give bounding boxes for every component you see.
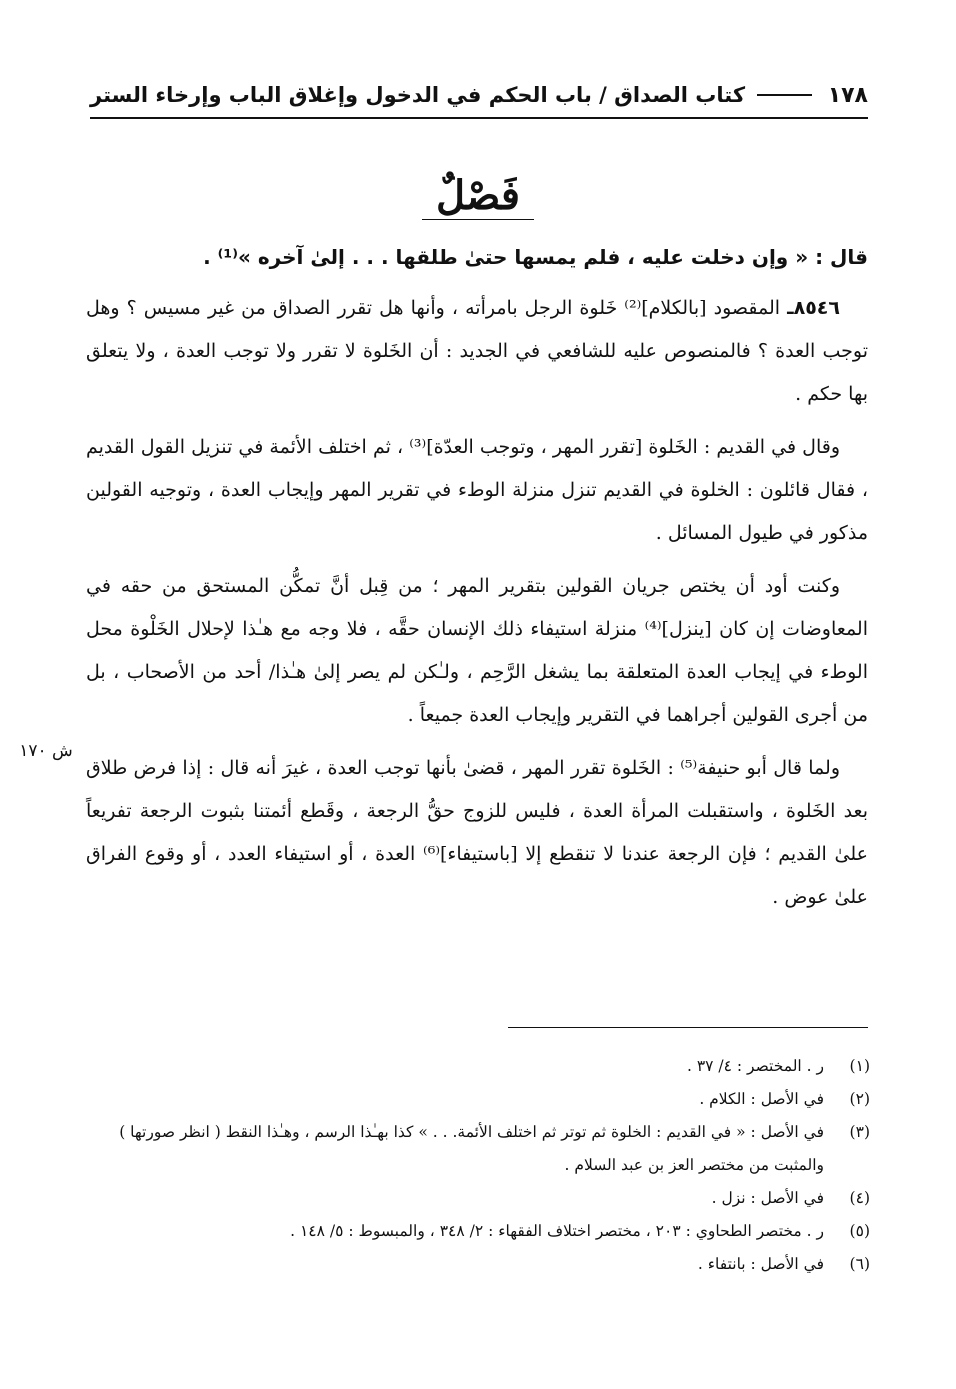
footnote-text: في الأصل : بانتفاء . <box>697 1255 824 1273</box>
footnote <box>90 1083 870 1116</box>
paragraph <box>86 287 868 416</box>
footnote-number: (٢) <box>849 1090 870 1108</box>
footnote <box>90 1215 870 1248</box>
footnote <box>90 1116 870 1182</box>
section-heading <box>0 172 956 220</box>
footnote-separator <box>508 1027 868 1028</box>
paragraph <box>86 565 868 737</box>
header-dash <box>757 94 812 96</box>
footnote-text: ر . المختصر : ٤/ ٣٧ . <box>686 1057 824 1075</box>
header-rule <box>90 117 868 119</box>
footnotes <box>90 1050 870 1281</box>
paragraph-text: وكنت أود أن يختص جريان القولين بتقرير المهر ؛ من قِبل أنَّ تمكُّن المستحق من حقه في المعاوضات إن كان [ينزل]⁽⁴⁾ منزلة استيفاء ذلك الإنسان حقَّه ، فلا وجه مع هـٰذا لإحلال الخَلْوة محل الوطء في إيجاب العدة المتعلقة بما يشغل الرَّحِم ، ولـٰكن لم يصر إلىٰ هـٰذا/ أحد من الأصحاب ، بل من أجرى القولين أجراهما في التقرير وإيجاب العدة جميعاً . <box>86 575 868 726</box>
footnote-number: (٦) <box>849 1255 870 1273</box>
paragraph-text: المقصود [بالكلام]⁽²⁾ خَلوة الرجل بامرأته ، وأنها هل تقرر الصداق من غير مسيس ؟ وهل توجب العدة ؟ فالمنصوص عليه للشافعي في الجديد : أن الخَلوة لا تقرر ولا توجب العدة ، ولا يتعلق بها حكم . <box>86 297 868 405</box>
paragraph-text: وقال في القديم : الخَلوة [تقرر المهر ، وتوجب العدّة]⁽³⁾ ، ثم اختلف الأئمة في تنزيل القول القديم ، فقال قائلون : الخلوة في القديم تنزل منزلة الوطء في تقرير المهر وإيجاب العدة ، وتوجيه القولين مذكور في طيول المسائل . <box>86 436 868 544</box>
running-header <box>90 72 868 118</box>
section-heading-text: فَصْلٌ <box>422 172 534 220</box>
margin-folio-note: ش ١٧٠ <box>19 741 73 761</box>
main-text <box>86 236 868 929</box>
footnote <box>90 1248 870 1281</box>
paragraph-number: ٨٥٤٦ـ <box>787 297 840 319</box>
footnote-number: (٤) <box>849 1189 870 1207</box>
paragraph-text: ولما قال أبو حنيفة⁽⁵⁾ : الخَلوة تقرر المهر ، قضىٰ بأنها توجب العدة ، غيرَ أنه قال : إذا فرض طلاق بعد الخَلوة ، واستقبلت المرأة العدة ، فليس للزوج حقُّ الرجعة ، وقَطع أئمتنا بثبوت الرجعة تفريعاً علىٰ القديم ؛ فإن الرجعة عندنا لا تنقطع إلا [باستيفاء]⁽⁶⁾ العدة ، أو استيفاء العدد ، أو وقوع الفراق علىٰ عوض . <box>86 757 868 908</box>
footnote-text: في الأصل : الكلام . <box>699 1090 824 1108</box>
paragraph <box>86 426 868 555</box>
page-number: ١٧٨ <box>827 82 868 108</box>
footnote-text: في الأصل : « في القديم : الخلوة ثم توتر ثم اختلف الأئمة. . . » كذا بهـٰذا الرسم ، وهـٰذا النقط ( انظر صورتها ) والمثبت من مختصر العز بن عبد السلام . <box>119 1123 824 1174</box>
header-title: كتاب الصداق / باب الحكم في الدخول وإغلاق الباب وإرخاء الستر <box>90 83 746 107</box>
footnote <box>90 1182 870 1215</box>
footnote-number: (١) <box>849 1057 870 1075</box>
footnote-number: (٥) <box>849 1222 870 1240</box>
paragraph <box>86 747 868 919</box>
footnote-text: ر . مختصر الطحاوي : ٢٠٣ ، مختصر اختلاف الفقهاء : ٢/ ٣٤٨ ، والمبسوط : ٥/ ١٤٨ . <box>290 1222 824 1240</box>
intro-line: قال : « وإن دخلت عليه ، فلم يمسها حتىٰ طلقها . . . إلىٰ آخره »⁽¹⁾ . <box>203 245 868 269</box>
footnote <box>90 1050 870 1083</box>
footnote-text: في الأصل : نزل . <box>711 1189 824 1207</box>
footnote-number: (٣) <box>849 1123 870 1141</box>
